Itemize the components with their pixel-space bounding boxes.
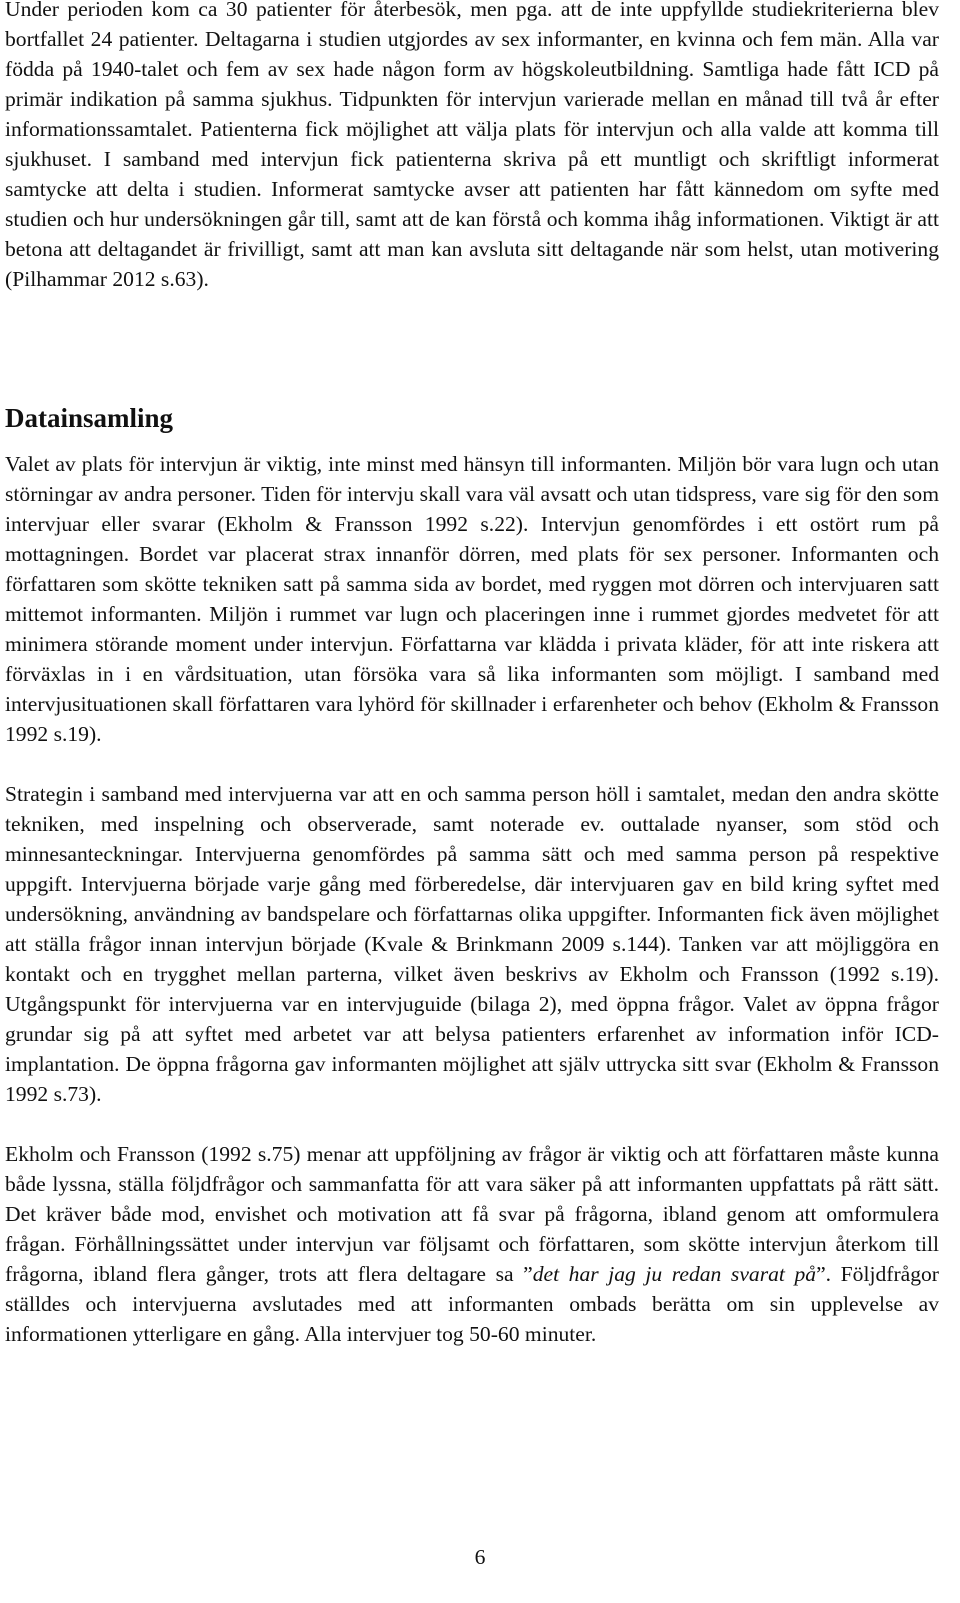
section-body: [5, 449, 939, 1349]
paragraph-3-text-end: ”. Följdfrågor ställdes och intervjuerna avslutades med att informanten ombads berätta om sin upplevelse av informationen ytterligare en gång. Alla intervjuer tog 50-60 minuter.: [5, 1262, 940, 1346]
section-heading: Datainsamling: [5, 403, 174, 433]
section-paragraph-2: Strategin i samband med intervjuerna var att en och samma person höll i samtalet, medan den andra skötte tekniken, med inspelning och observerade, samt noterade ev. outtalade nyanser, som stöd och minnesanteckningar. Intervjuerna genomfördes på samma sätt och med samma person på respektive uppgift. Intervjuerna började varje gång med förberedelse, där intervjuaren gav en bild kring syftet med undersökning, användning av bandspelare och författarnas olika uppgifter. Informanten fick även möjlighet att ställa frågor innan intervjun började (Kvale & Brinkmann 2009 s.144). Tanken var att möjliggöra en kontakt och en trygghet mellan parterna, vilket även beskrivs av Ekholm och Fransson (1992 s.19). Utgångspunkt för intervjuerna var en intervjuguide (bilaga 2), med öppna frågor. Valet av öppna frågor grundar sig på att syftet med arbetet var att belysa patienters erfarenhet av information inför ICD-implantation. De öppna frågorna gav informanten möjlighet att själv uttrycka sitt svar (Ekholm & Fransson 1992 s.73).: [5, 782, 939, 1106]
quoted-phrase: det har jag ju redan svarat på: [532, 1262, 817, 1286]
intro-paragraph: Under perioden kom ca 30 patienter för återbesök, men pga. att de inte uppfyllde studiekriterierna blev bortfallet 24 patienter. Deltagarna i studien utgjordes av sex informanter, en kvinna och fem män. Alla var födda på 1940-talet och fem av sex hade någon form av högskoleutbildning. Samtliga hade fått ICD på primär indikation på samma sjukhus. Tidpunkten för intervjun varierade mellan en månad till två år efter informationssamtalet. Patienterna fick möjlighet att välja plats för intervjun och alla valde att komma till sjukhuset. I samband med intervjun fick patienterna skriva på ett muntligt och skriftligt informerat samtycke att delta i studien. Informerat samtycke avser att patienten har fått kännedom om syfte med studien och hur undersökningen går till, samt att de kan förstå och komma ihåg informationen. Viktigt är att betona att deltagandet är frivilligt, samt att man kan avsluta sitt deltagande när som helst, utan motivering (Pilhammar 2012 s.63).: [5, 0, 939, 291]
section-paragraph-3: [5, 1139, 939, 1349]
section-paragraph-1: Valet av plats för intervjun är viktig, inte minst med hänsyn till informanten. Miljön bör vara lugn och utan störningar av andra personer. Tiden för intervju skall vara väl avsatt och utan tidspress, vare sig för den som intervjuar eller svarar (Ekholm & Fransson 1992 s.22). Intervjun genomfördes i ett ostört rum på mottagningen. Bordet var placerat strax innanför dörren, med plats för sex personer. Informanten och författaren som skötte tekniken satt på samma sida av bordet, med ryggen mot dörren och intervjuaren satt mittemot informanten. Miljön i rummet var lugn och placeringen inne i rummet gjordes medvetet för att minimera störande moment under intervjun. Författarna var klädda i privata kläder, för att inte riskera att förväxlas in i en vårdsituation, utan försöka vara så lika informanten som möjligt. I samband med intervjusituationen skall författaren vara lyhörd för skillnader i erfarenheter och behov (Ekholm & Fransson 1992 s.19).: [5, 452, 939, 746]
page-number: 6: [474, 1545, 486, 1569]
paragraph-3-text-start: Ekholm och Fransson (1992 s.75) menar att uppföljning av frågor är viktig och att författaren måste kunna både lyssna, ställa följdfrågor och sammanfatta för att vara säker på att informanten uppfattats på rätt sätt. Det kräver både mod, envishet och motivation att få svar på frågorna, ibland genom att omformulera frågan. Förhållningssättet under intervjun var följsamt och författaren, som skötte intervjun återkom till frågorna, ibland flera gånger, trots att flera deltagare sa ”: [5, 1142, 939, 1286]
document-page: [5, 0, 939, 294]
